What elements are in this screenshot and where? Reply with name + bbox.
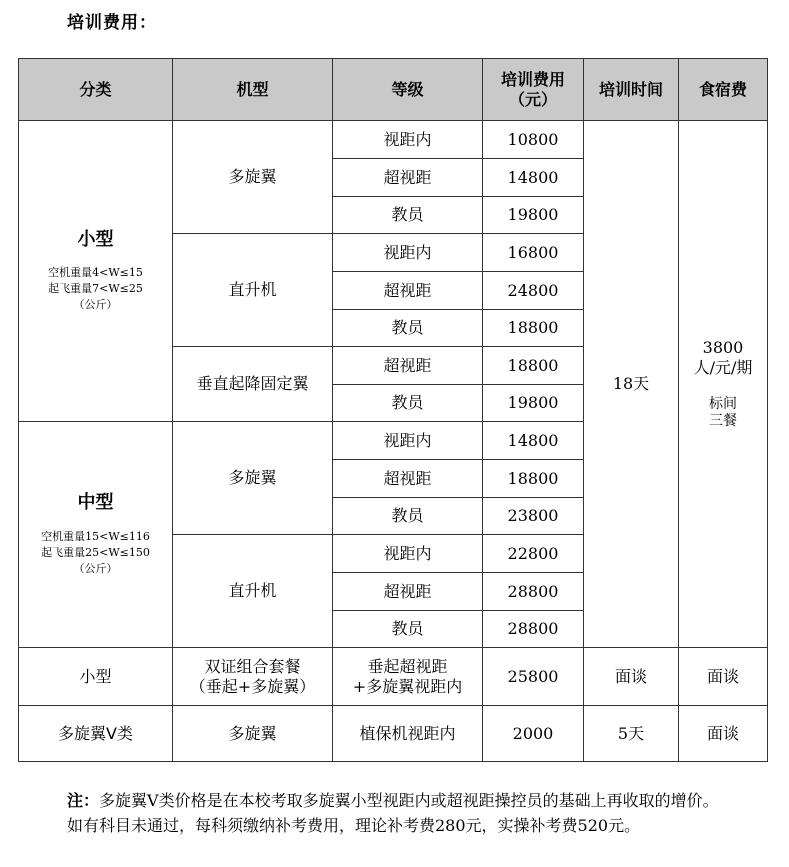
fee-cell: 23800 bbox=[483, 498, 584, 535]
fee-cell: 14800 bbox=[483, 159, 584, 197]
classv-fee: 2000 bbox=[483, 706, 584, 762]
header-model: 机型 bbox=[173, 59, 333, 121]
fee-cell: 22800 bbox=[483, 535, 584, 573]
header-category: 分类 bbox=[19, 59, 173, 121]
model-small-helicopter: 直升机 bbox=[173, 234, 333, 347]
header-fee-line1: 培训费用 bbox=[500, 69, 565, 89]
model-medium-multirotor: 多旋翼 bbox=[173, 422, 333, 535]
category-small-unit: （公斤） bbox=[73, 298, 118, 312]
category-small-empty-weight: 空机重量4<W≤15 bbox=[48, 266, 143, 280]
combo-lodging: 面谈 bbox=[679, 648, 768, 706]
header-fee-line2: （元） bbox=[508, 89, 557, 109]
lodging-price: 3800 bbox=[702, 337, 744, 357]
lodging-unit: 人/元/期 bbox=[693, 357, 753, 377]
classv-model: 多旋翼 bbox=[173, 706, 333, 762]
fee-cell: 28800 bbox=[483, 573, 584, 611]
combo-level-line1: 垂起超视距 bbox=[367, 656, 448, 676]
header-row bbox=[19, 59, 768, 121]
combo-time: 面谈 bbox=[584, 648, 679, 706]
category-medium-unit: （公斤） bbox=[73, 561, 118, 575]
level-cell: 超视距 bbox=[333, 159, 483, 197]
category-medium-empty-weight: 空机重量15<W≤116 bbox=[41, 529, 150, 543]
header-lodging: 食宿费 bbox=[679, 59, 768, 121]
fee-cell: 10800 bbox=[483, 121, 584, 159]
category-small bbox=[19, 121, 173, 422]
header-level: 等级 bbox=[333, 59, 483, 121]
level-cell: 教员 bbox=[333, 611, 483, 648]
level-cell: 教员 bbox=[333, 498, 483, 535]
level-cell: 教员 bbox=[333, 197, 483, 234]
footnote bbox=[67, 788, 727, 838]
level-cell: 视距内 bbox=[333, 422, 483, 460]
section-heading: 培训费用： bbox=[67, 13, 157, 33]
classv-category: 多旋翼V类 bbox=[19, 706, 173, 762]
level-cell: 超视距 bbox=[333, 272, 483, 310]
level-cell: 超视距 bbox=[333, 460, 483, 498]
category-medium-title: 中型 bbox=[77, 492, 114, 514]
category-small-takeoff-weight: 起飞重量7<W≤25 bbox=[48, 282, 143, 296]
combo-model-line1: 双证组合套餐 bbox=[204, 656, 301, 676]
table-row bbox=[19, 706, 768, 762]
lodging-room: 标间 bbox=[709, 395, 737, 412]
fee-cell: 24800 bbox=[483, 272, 584, 310]
header-time: 培训时间 bbox=[584, 59, 679, 121]
level-cell: 教员 bbox=[333, 385, 483, 422]
training-fee-table bbox=[18, 58, 768, 762]
classv-level: 植保机视距内 bbox=[333, 706, 483, 762]
classv-time: 5天 bbox=[584, 706, 679, 762]
table-row bbox=[19, 648, 768, 706]
model-small-vtol: 垂直起降固定翼 bbox=[173, 347, 333, 422]
level-cell: 视距内 bbox=[333, 121, 483, 159]
training-time-shared: 18天 bbox=[584, 121, 679, 648]
fee-cell: 18800 bbox=[483, 460, 584, 498]
footnote-text: 多旋翼V类价格是在本校考取多旋翼小型视距内或超视距操控员的基础上再收取的增价。如有科目未通过，每科须缴纳补考费用，理论补考费280元，实操补考费520元。 bbox=[67, 791, 719, 835]
lodging-meals: 三餐 bbox=[709, 413, 737, 429]
level-cell: 视距内 bbox=[333, 535, 483, 573]
category-small-title: 小型 bbox=[77, 228, 114, 250]
level-cell: 超视距 bbox=[333, 573, 483, 611]
fee-cell: 16800 bbox=[483, 234, 584, 272]
header-fee bbox=[483, 59, 584, 121]
fee-cell: 18800 bbox=[483, 310, 584, 347]
combo-level-line2: +多旋翼视距内 bbox=[352, 676, 463, 696]
table-row bbox=[19, 121, 768, 159]
level-cell: 视距内 bbox=[333, 234, 483, 272]
fee-cell: 19800 bbox=[483, 197, 584, 234]
combo-model-line2: （垂起+多旋翼） bbox=[189, 676, 316, 696]
level-cell: 教员 bbox=[333, 310, 483, 347]
level-cell: 超视距 bbox=[333, 347, 483, 385]
combo-model bbox=[173, 648, 333, 706]
lodging-shared bbox=[679, 121, 768, 648]
model-medium-helicopter: 直升机 bbox=[173, 535, 333, 648]
category-medium bbox=[19, 422, 173, 648]
classv-lodging: 面谈 bbox=[679, 706, 768, 762]
category-medium-takeoff-weight: 起飞重量25<W≤150 bbox=[41, 545, 150, 559]
fee-cell: 14800 bbox=[483, 422, 584, 460]
fee-cell: 18800 bbox=[483, 347, 584, 385]
fee-cell: 28800 bbox=[483, 611, 584, 648]
fee-cell: 19800 bbox=[483, 385, 584, 422]
combo-level bbox=[333, 648, 483, 706]
model-small-multirotor: 多旋翼 bbox=[173, 121, 333, 234]
footnote-label: 注： bbox=[67, 791, 100, 810]
combo-category: 小型 bbox=[19, 648, 173, 706]
combo-fee: 25800 bbox=[483, 648, 584, 706]
